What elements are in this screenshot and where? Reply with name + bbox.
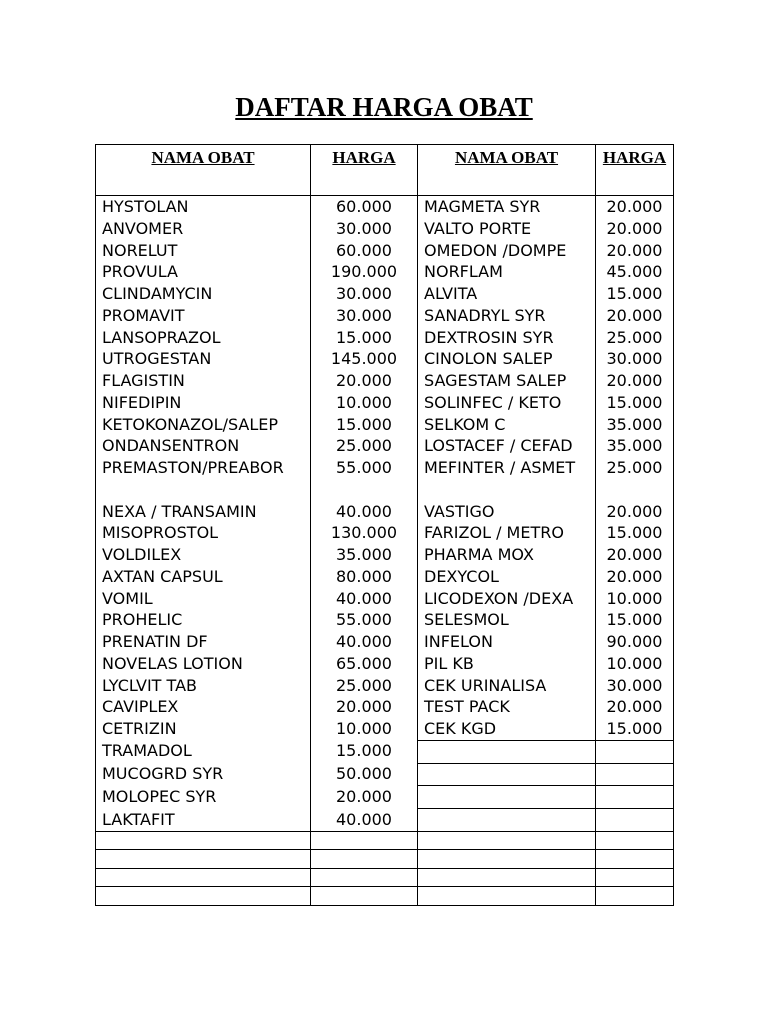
table-row <box>96 240 674 262</box>
empty-cell <box>596 740 674 763</box>
drug-price-right: 20.000 <box>596 196 674 218</box>
table-row <box>96 566 674 588</box>
drug-name-right: SOLINFEC / KETO <box>418 392 596 414</box>
drug-price-left: 190.000 <box>311 261 418 283</box>
empty-cell <box>418 786 596 809</box>
drug-name-left: NORELUT <box>96 240 311 262</box>
empty-cell <box>311 850 418 869</box>
drug-name-left: CETRIZIN <box>96 718 311 740</box>
drug-price-left: 10.000 <box>311 718 418 740</box>
drug-name-right: LICODEXON /DEXA <box>418 588 596 610</box>
drug-price-right: 35.000 <box>596 435 674 457</box>
drug-name-right: SANADRYL SYR <box>418 305 596 327</box>
drug-name-left: NIFEDIPIN <box>96 392 311 414</box>
empty-cell <box>596 868 674 887</box>
table-row <box>96 740 674 763</box>
drug-name-left: ANVOMER <box>96 218 311 240</box>
drug-price-right: 15.000 <box>596 718 674 740</box>
table-row <box>96 196 674 218</box>
drug-name-left: FLAGISTIN <box>96 370 311 392</box>
table-row <box>96 763 674 786</box>
drug-price-left: 20.000 <box>311 370 418 392</box>
empty-cell <box>418 831 596 850</box>
drug-name-left: MOLOPEC SYR <box>96 786 311 809</box>
drug-price-left: 25.000 <box>311 675 418 697</box>
empty-cell <box>596 831 674 850</box>
drug-name-left: MUCOGRD SYR <box>96 763 311 786</box>
table-row <box>96 414 674 436</box>
drug-price-right: 15.000 <box>596 609 674 631</box>
table-row <box>96 348 674 370</box>
price-table <box>95 144 674 906</box>
drug-price-right: 15.000 <box>596 283 674 305</box>
empty-cell <box>596 887 674 906</box>
drug-name-left: LANSOPRAZOL <box>96 327 311 349</box>
drug-price-right: 45.000 <box>596 261 674 283</box>
drug-price-right: 30.000 <box>596 675 674 697</box>
drug-name-right: CINOLON SALEP <box>418 348 596 370</box>
drug-name-right: INFELON <box>418 631 596 653</box>
drug-price-left: 40.000 <box>311 501 418 523</box>
empty-cell <box>418 809 596 832</box>
drug-name-left: VOMIL <box>96 588 311 610</box>
empty-cell <box>96 850 311 869</box>
drug-price-left: 145.000 <box>311 348 418 370</box>
drug-name-right: DEXYCOL <box>418 566 596 588</box>
table-row <box>96 609 674 631</box>
drug-name-right: SELESMOL <box>418 609 596 631</box>
table-row <box>96 522 674 544</box>
table-row <box>96 305 674 327</box>
drug-price-left: 20.000 <box>311 696 418 718</box>
drug-price-left: 60.000 <box>311 240 418 262</box>
header-row <box>96 145 674 196</box>
blank-row <box>96 850 674 869</box>
drug-name-left: CAVIPLEX <box>96 696 311 718</box>
drug-price-right: 30.000 <box>596 348 674 370</box>
drug-name-right: ALVITA <box>418 283 596 305</box>
empty-cell <box>311 887 418 906</box>
drug-price-right: 90.000 <box>596 631 674 653</box>
drug-name-right: MEFINTER / ASMET <box>418 457 596 501</box>
drug-name-left: CLINDAMYCIN <box>96 283 311 305</box>
drug-name-right: VALTO PORTE <box>418 218 596 240</box>
empty-cell <box>96 831 311 850</box>
empty-cell <box>311 831 418 850</box>
drug-price-right: 35.000 <box>596 414 674 436</box>
drug-price-right: 20.000 <box>596 696 674 718</box>
drug-price-left: 65.000 <box>311 653 418 675</box>
drug-name-left: NOVELAS LOTION <box>96 653 311 675</box>
table-row <box>96 786 674 809</box>
drug-name-left: PROMAVIT <box>96 305 311 327</box>
header-price-left: HARGA <box>311 145 418 196</box>
drug-name-left: KETOKONAZOL/SALEP <box>96 414 311 436</box>
page-title: DAFTAR HARGA OBAT <box>235 92 533 122</box>
drug-name-left: MISOPROSTOL <box>96 522 311 544</box>
drug-price-left: 80.000 <box>311 566 418 588</box>
drug-price-left: 40.000 <box>311 631 418 653</box>
drug-name-left: NEXA / TRANSAMIN <box>96 501 311 523</box>
empty-cell <box>596 809 674 832</box>
empty-cell <box>418 850 596 869</box>
drug-price-right: 10.000 <box>596 588 674 610</box>
drug-price-left: 30.000 <box>311 305 418 327</box>
header-name-right: NAMA OBAT <box>418 145 596 196</box>
drug-name-left: PROVULA <box>96 261 311 283</box>
drug-name-right: DEXTROSIN SYR <box>418 327 596 349</box>
drug-name-left: ONDANSENTRON <box>96 435 311 457</box>
table-row <box>96 696 674 718</box>
table-row <box>96 631 674 653</box>
empty-cell <box>96 887 311 906</box>
drug-price-right: 20.000 <box>596 566 674 588</box>
header-name-left: NAMA OBAT <box>96 145 311 196</box>
empty-cell <box>96 868 311 887</box>
drug-price-right: 20.000 <box>596 218 674 240</box>
drug-price-left: 55.000 <box>311 457 418 501</box>
drug-price-left: 10.000 <box>311 392 418 414</box>
drug-price-right: 20.000 <box>596 240 674 262</box>
drug-name-left: PROHELIC <box>96 609 311 631</box>
empty-cell <box>596 763 674 786</box>
drug-name-right: FARIZOL / METRO <box>418 522 596 544</box>
drug-price-left: 40.000 <box>311 588 418 610</box>
drug-name-left: LAKTAFIT <box>96 809 311 832</box>
price-table-body <box>96 196 674 906</box>
drug-price-right: 15.000 <box>596 522 674 544</box>
drug-name-right: LOSTACEF / CEFAD <box>418 435 596 457</box>
drug-price-left: 55.000 <box>311 609 418 631</box>
empty-cell <box>596 786 674 809</box>
drug-price-right: 10.000 <box>596 653 674 675</box>
drug-name-right: OMEDON /DOMPE <box>418 240 596 262</box>
drug-name-left: UTROGESTAN <box>96 348 311 370</box>
drug-price-left: 30.000 <box>311 218 418 240</box>
drug-price-left: 35.000 <box>311 544 418 566</box>
empty-cell <box>418 763 596 786</box>
drug-price-left: 130.000 <box>311 522 418 544</box>
drug-name-right: SELKOM C <box>418 414 596 436</box>
blank-row <box>96 831 674 850</box>
drug-price-right: 20.000 <box>596 305 674 327</box>
table-row <box>96 435 674 457</box>
drug-price-left: 25.000 <box>311 435 418 457</box>
blank-row <box>96 868 674 887</box>
empty-cell <box>311 868 418 887</box>
drug-name-right: MAGMETA SYR <box>418 196 596 218</box>
drug-name-left: PREMASTON/PREABOR <box>96 457 311 501</box>
drug-name-left: PRENATIN DF <box>96 631 311 653</box>
table-row <box>96 544 674 566</box>
drug-price-left: 40.000 <box>311 809 418 832</box>
empty-cell <box>418 868 596 887</box>
drug-price-left: 15.000 <box>311 327 418 349</box>
drug-price-right: 15.000 <box>596 392 674 414</box>
drug-name-right: CEK URINALISA <box>418 675 596 697</box>
drug-price-left: 50.000 <box>311 763 418 786</box>
table-row <box>96 675 674 697</box>
drug-name-left: TRAMADOL <box>96 740 311 763</box>
drug-price-right: 25.000 <box>596 327 674 349</box>
table-row <box>96 457 674 501</box>
drug-price-left: 60.000 <box>311 196 418 218</box>
drug-name-left: VOLDILEX <box>96 544 311 566</box>
table-row <box>96 218 674 240</box>
drug-price-right: 20.000 <box>596 370 674 392</box>
table-row <box>96 588 674 610</box>
empty-cell <box>596 850 674 869</box>
drug-name-right: PHARMA MOX <box>418 544 596 566</box>
drug-price-right: 20.000 <box>596 544 674 566</box>
table-row <box>96 809 674 832</box>
table-row <box>96 718 674 740</box>
drug-name-left: HYSTOLAN <box>96 196 311 218</box>
drug-price-left: 15.000 <box>311 740 418 763</box>
drug-price-left: 30.000 <box>311 283 418 305</box>
header-price-right: HARGA <box>596 145 674 196</box>
blank-row <box>96 887 674 906</box>
table-row <box>96 501 674 523</box>
drug-price-left: 20.000 <box>311 786 418 809</box>
drug-price-left: 15.000 <box>311 414 418 436</box>
drug-name-right: SAGESTAM SALEP <box>418 370 596 392</box>
table-row <box>96 370 674 392</box>
drug-name-right: CEK KGD <box>418 718 596 740</box>
drug-name-right: NORFLAM <box>418 261 596 283</box>
drug-price-right: 25.000 <box>596 457 674 501</box>
table-row <box>96 261 674 283</box>
drug-name-left: AXTAN CAPSUL <box>96 566 311 588</box>
drug-name-left: LYCLVIT TAB <box>96 675 311 697</box>
empty-cell <box>418 887 596 906</box>
empty-cell <box>418 740 596 763</box>
drug-name-right: TEST PACK <box>418 696 596 718</box>
drug-price-right: 20.000 <box>596 501 674 523</box>
table-row <box>96 392 674 414</box>
table-row <box>96 283 674 305</box>
table-row <box>96 327 674 349</box>
table-row <box>96 653 674 675</box>
drug-name-right: VASTIGO <box>418 501 596 523</box>
drug-name-right: PIL KB <box>418 653 596 675</box>
